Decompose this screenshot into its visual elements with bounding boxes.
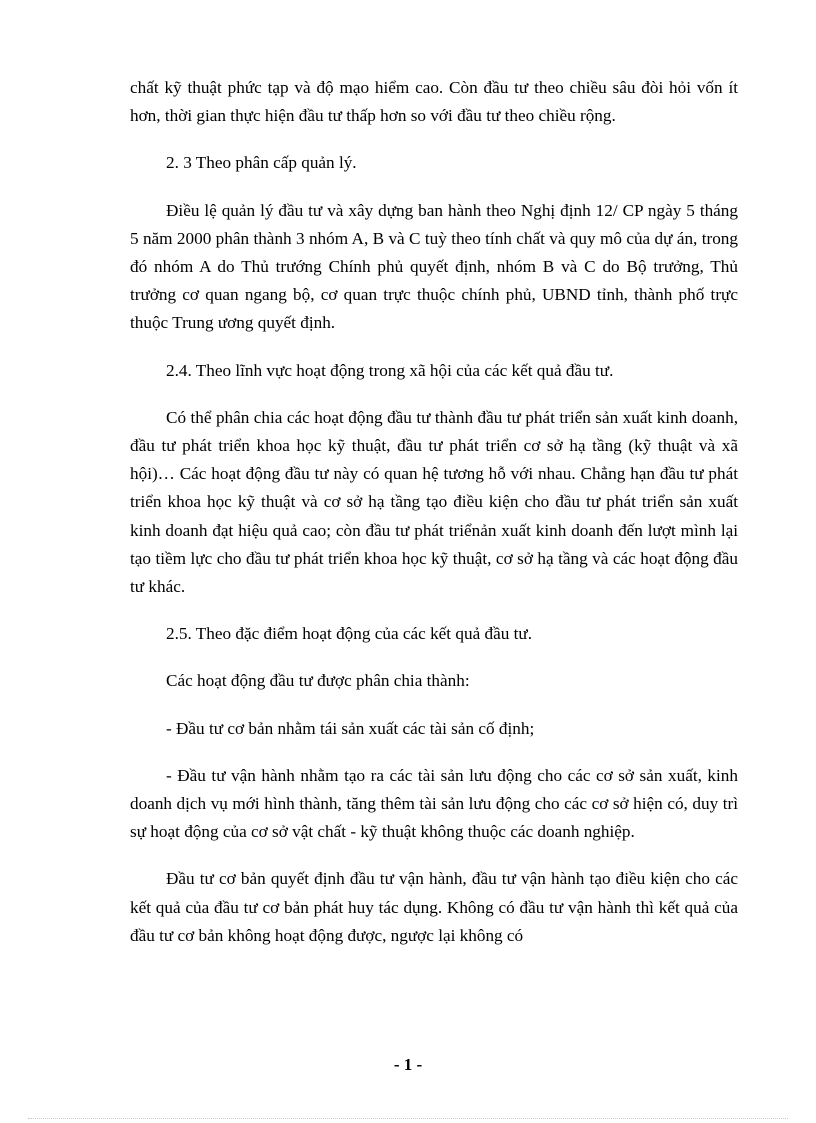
section-heading-2-5: 2.5. Theo đặc điểm hoạt động của các kết quả đầu tư. — [166, 624, 532, 644]
page-number: - 1 - — [393, 1055, 423, 1074]
page-bottom-divider — [28, 1118, 788, 1119]
document-body — [130, 74, 738, 969]
paragraph-relationship: Đầu tư cơ bản quyết định đầu tư vận hành, đầu tư vận hành tạo điều kiện cho các kết quả của đầu tư cơ bản phát huy tác dụng. Không có đầu tư vận hành thì kết quả của đầu tư cơ bản không hoạt động được, ngược lại không có — [130, 869, 738, 945]
section-heading-2-3: 2. 3 Theo phân cấp quản lý. — [166, 153, 357, 173]
list-item-basic-investment: - Đầu tư cơ bản nhằm tái sản xuất các tài sản cố định; — [166, 718, 535, 738]
list-item-operational-investment: - Đầu tư vận hành nhằm tạo ra các tài sản lưu động cho các cơ sở sản xuất, kinh doanh dịch vụ mới hình thành, tăng thêm tài sản lưu động cho các cơ sở hiện có, duy trì sự hoạt động của cơ sở vật chất - kỹ thuật không thuộc các doanh nghiệp. — [130, 765, 738, 842]
paragraph-investment-fields: Có thể phân chia các hoạt động đầu tư thành đầu tư phát triển sản xuất kinh doanh, đầu tư phát triển khoa học kỹ thuật, đầu tư phát triển cơ sở hạ tầng (kỹ thuật và xã hội)… Các hoạt động đầu tư này có quan hệ tương hỗ với nhau. Chẳng hạn đầu tư phát triển khoa học kỹ thuật và cơ sở hạ tầng tạo điều kiện cho đầu tư phát triển sản xuất kinh doanh đạt hiệu quả cao; còn đầu tư phát triểnản xuất kinh doanh đến lượt mình lại tạo tiềm lực cho đầu tư phát triển khoa học kỹ thuật, cơ sở hạ tầng và các hoạt động đầu tư khác. — [130, 407, 738, 597]
paragraph-classification-intro: Các hoạt động đầu tư được phân chia thành: — [166, 671, 470, 691]
section-heading-2-4: 2.4. Theo lĩnh vực hoạt động trong xã hội của các kết quả đầu tư. — [166, 360, 614, 380]
paragraph-management-regulation: Điều lệ quản lý đầu tư và xây dựng ban hành theo Nghị định 12/ CP ngày 5 tháng 5 năm 2000 phân thành 3 nhóm A, B và C tuỳ theo tính chất và quy mô của dự án, trong đó nhóm A do Thủ trướng Chính phủ quyết định, nhóm B và C do Bộ trưởng, Thủ trưởng cơ quan ngang bộ, cơ quan trực thuộc chính phủ, UBND tỉnh, thành phố trực thuộc Trung ương quyết định. — [130, 200, 738, 333]
paragraph-continuation: chất kỹ thuật phức tạp và độ mạo hiểm cao. Còn đầu tư theo chiều sâu đòi hỏi vốn ít hơn, thời gian thực hiện đầu tư thấp hơn so với đầu tư theo chiều rộng. — [130, 78, 738, 126]
